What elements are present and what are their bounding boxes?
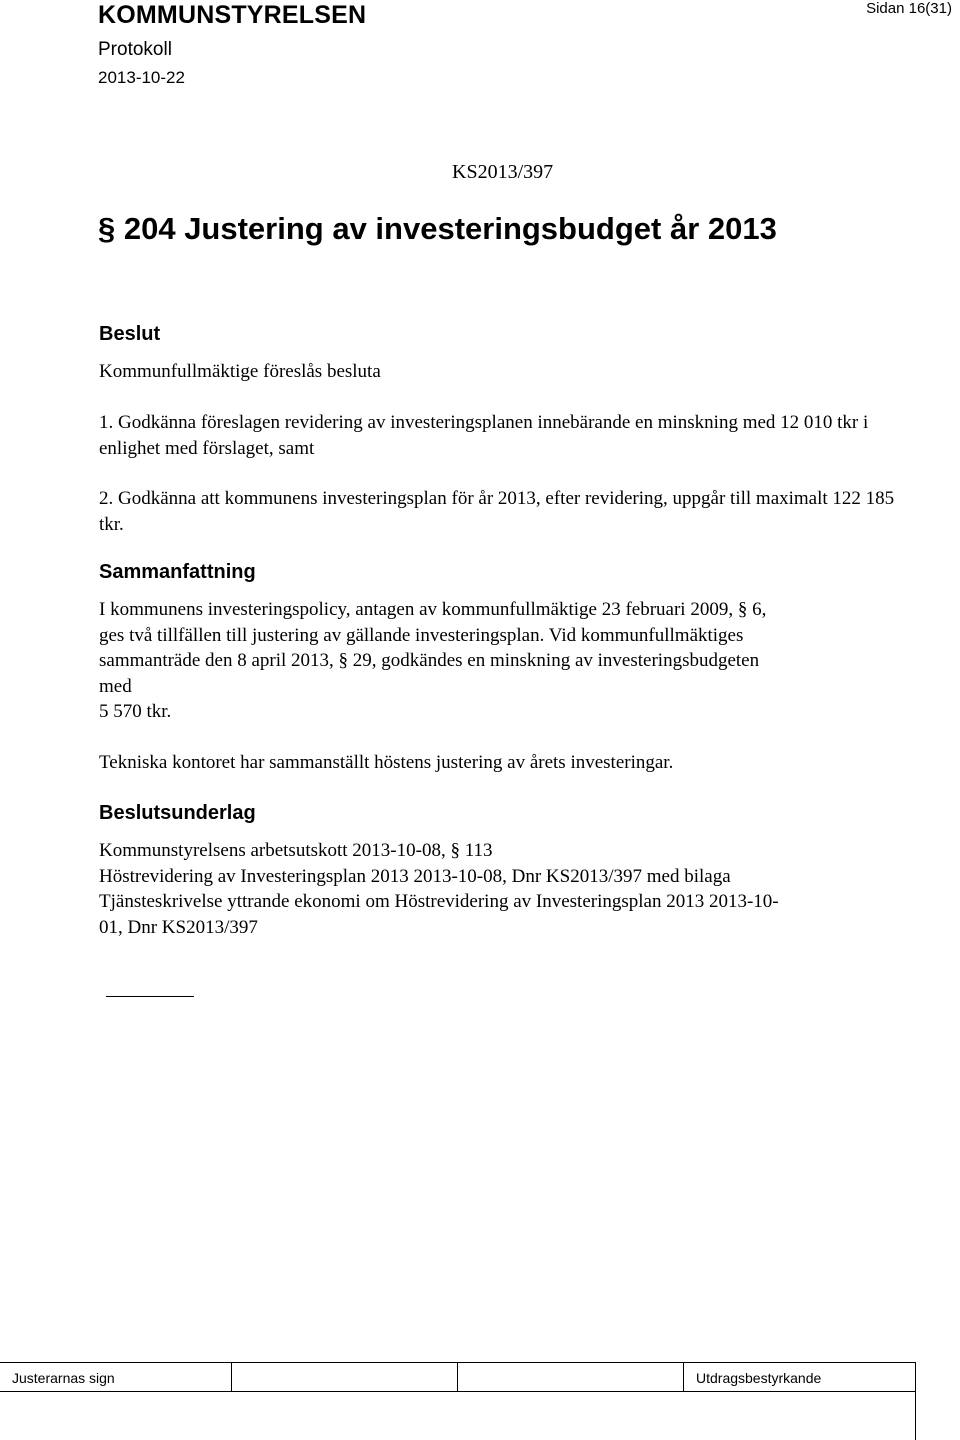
document-type: Protokoll — [98, 39, 172, 60]
separator-line — [106, 996, 194, 997]
page-title: § 204 Justering av investeringsbudget år 2013 — [98, 211, 777, 246]
text-line: sammanträde den 8 april 2013, § 29, godkändes en minskning av investeringsbudgeten — [99, 650, 760, 671]
utdragsbestyrkande-label: Utdragsbestyrkande — [696, 1370, 822, 1386]
beslut-intro: Kommunfullmäktige föreslås besluta — [99, 361, 381, 382]
justerarnas-sign-label: Justerarnas sign — [12, 1370, 115, 1386]
beslut-item-1: 1. Godkänna föreslagen revidering av investeringsplanen innebärande en minskning med 12 010 tkr i enlighet med förslaget, samt — [99, 412, 869, 459]
sammanfattning-paragraph-2: Tekniska kontoret har sammanställt höstens justering av årets investeringar. — [99, 752, 674, 773]
signature-cell-3 — [458, 1363, 684, 1391]
document-date: 2013-10-22 — [98, 68, 185, 87]
organization-name: KOMMUNSTYRELSEN — [98, 1, 367, 29]
heading-sammanfattning: Sammanfattning — [99, 561, 256, 583]
signature-table — [0, 1362, 916, 1392]
sammanfattning-paragraph — [99, 597, 899, 725]
list-item: Tjänsteskrivelse yttrande ekonomi om Höstrevidering av Investeringsplan 2013 2013-10- — [99, 891, 779, 912]
text-line: ges två tillfällen till justering av gällande investeringsplan. Vid kommunfullmäktiges — [99, 624, 744, 646]
case-number: KS2013/397 — [452, 161, 554, 183]
text-line: I kommunens investeringspolicy, antagen av kommunfullmäktige 23 februari 2009, § 6, — [99, 599, 767, 620]
page-number: Sidan 16(31) — [866, 0, 952, 17]
beslut-item-2: 2. Godkänna att kommunens investeringsplan för år 2013, efter revidering, uppgår till maximalt 122 185 tkr. — [99, 488, 895, 535]
heading-beslut: Beslut — [99, 323, 161, 345]
beslutsunderlag-list — [99, 838, 899, 940]
list-item: Kommunstyrelsens arbetsutskott 2013-10-08, § 113 — [99, 840, 493, 861]
signature-cell-utdrag — [684, 1363, 915, 1391]
signature-cell-justerarnas — [0, 1363, 232, 1391]
signature-cell-2 — [232, 1363, 458, 1391]
signature-area — [0, 1392, 916, 1440]
heading-beslutsunderlag: Beslutsunderlag — [99, 802, 256, 824]
list-item: Höstrevidering av Investeringsplan 2013 2013-10-08, Dnr KS2013/397 med bilaga — [99, 865, 731, 887]
text-line: med — [99, 675, 132, 697]
text-line: 5 570 tkr. — [99, 701, 172, 722]
list-item: 01, Dnr KS2013/397 — [99, 916, 258, 938]
